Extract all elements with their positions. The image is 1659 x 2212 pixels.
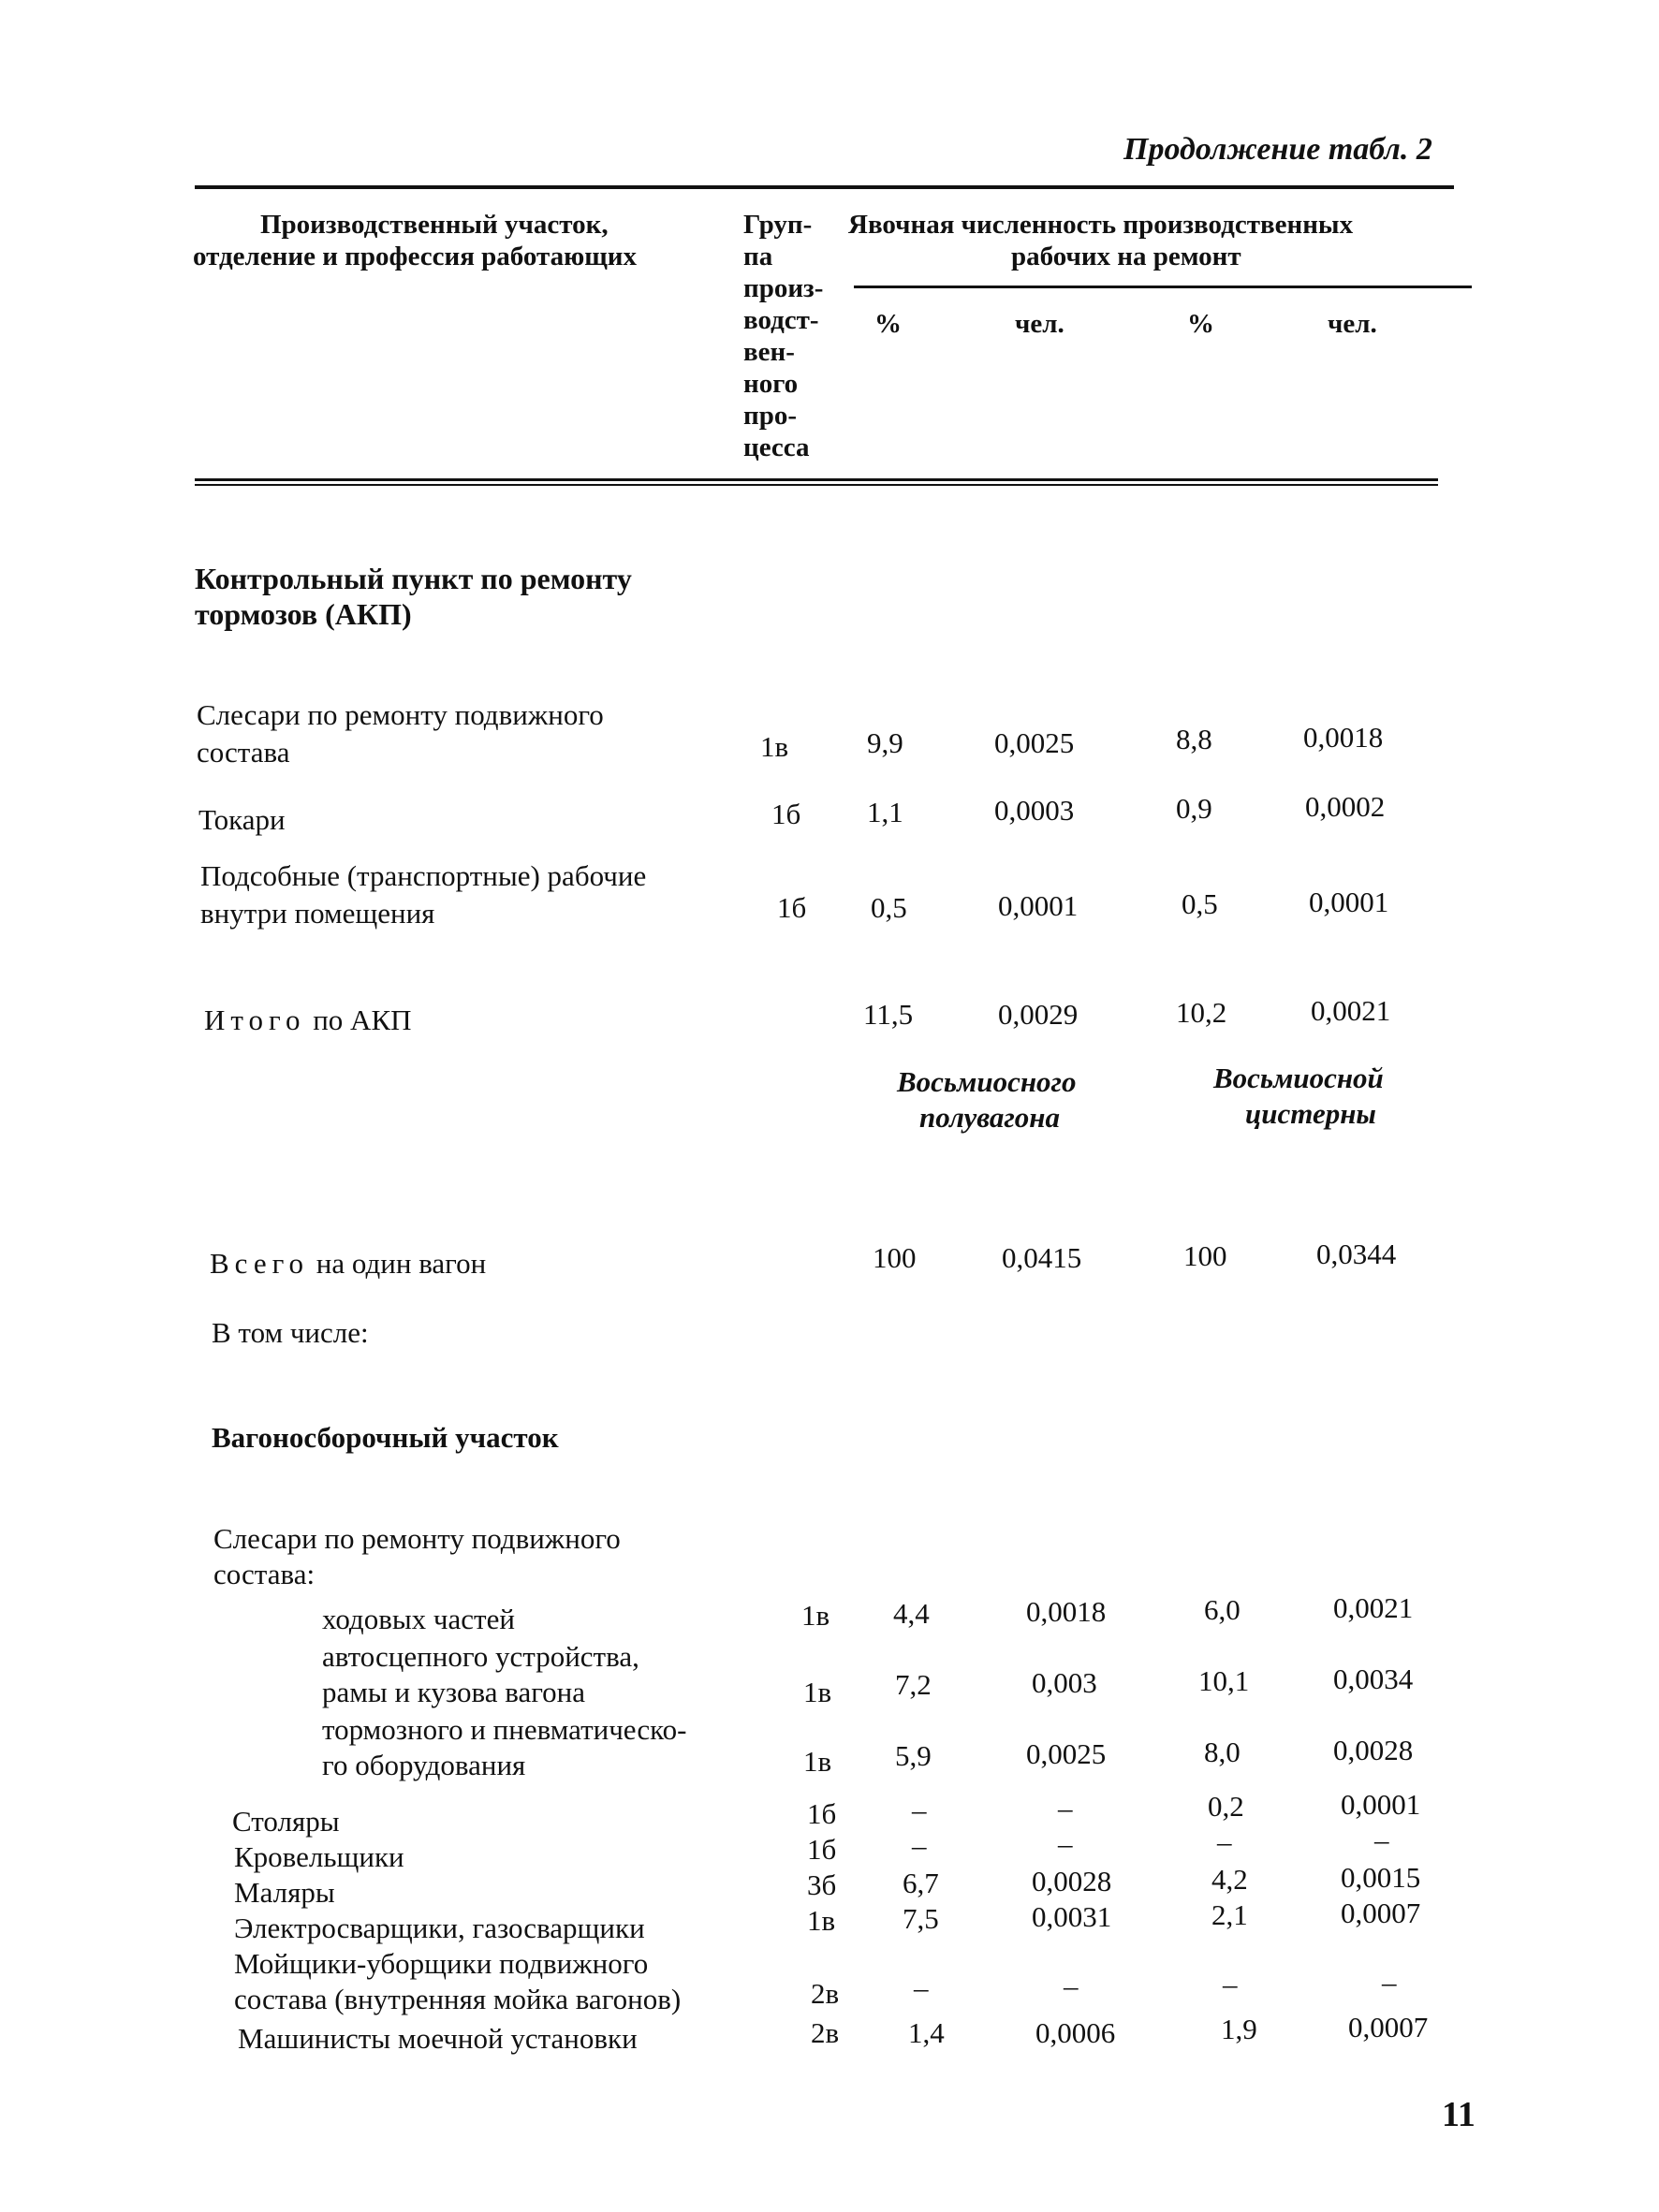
akp-row3-pct1: 0,5 — [871, 891, 907, 924]
assembly-row3-group: 3б — [807, 1868, 837, 1901]
akp-row1-pct1: 9,9 — [867, 726, 903, 759]
subheader-people-2: чел. — [1328, 309, 1377, 339]
header-col2-line6: ного — [743, 369, 799, 399]
header-bottom-rule — [195, 478, 1438, 481]
assembly-row2-pct2: – — [1217, 1825, 1232, 1858]
assembly-row4-group: 1в — [807, 1904, 836, 1937]
assembly-row4-people2: 0,0007 — [1341, 1897, 1421, 1929]
assembly-row1-pct1: – — [912, 1794, 927, 1826]
akp-row2-people1: 0,0003 — [994, 794, 1075, 827]
header-col3-line2: рабочих на ремонт — [1011, 242, 1241, 271]
akp-row3-name-line1: Подсобные (транспортные) рабочие — [200, 859, 647, 892]
assembly-sub3-people2: 0,0028 — [1333, 1734, 1414, 1766]
section-akp-title-line1: Контрольный пункт по ремонту — [195, 562, 632, 595]
assembly-washers-pct1: – — [914, 1971, 929, 2004]
assembly-sub1-name: ходовых частей — [322, 1603, 515, 1635]
subheader-people-1: чел. — [1015, 309, 1064, 339]
header-col3-line1: Явочная численность производственных — [848, 210, 1354, 240]
header-col2-line5: вен- — [743, 337, 795, 367]
assembly-sub2-people2: 0,0034 — [1333, 1663, 1414, 1695]
assembly-sub2-pct2: 10,1 — [1198, 1664, 1250, 1697]
akp-row2-pct1: 1,1 — [867, 796, 903, 828]
assembly-row3-people2: 0,0015 — [1341, 1861, 1421, 1894]
header-col2-line2: па — [743, 242, 773, 271]
subheader-pct-1: % — [874, 309, 902, 339]
header-col2-line1: Груп- — [743, 210, 813, 240]
assembly-row1-pct2: 0,2 — [1208, 1790, 1244, 1823]
assembly-row4-name: Электросварщики, газосварщики — [234, 1912, 645, 1944]
assembly-row3-name: Маляры — [234, 1876, 335, 1909]
table-top-rule — [195, 185, 1454, 189]
assembly-row4-people1: 0,0031 — [1032, 1900, 1112, 1933]
akp-row2-group: 1б — [771, 798, 801, 830]
grand-total-pct2: 100 — [1183, 1239, 1227, 1272]
header-col2-line3: произ- — [743, 273, 824, 303]
akp-total-pct2: 10,2 — [1176, 996, 1227, 1029]
assembly-row2-group: 1б — [807, 1833, 837, 1866]
assembly-washers-name-line2: состава (внутренняя мойка вагонов) — [234, 1983, 682, 2015]
assembly-operators-name: Машинисты моечной установки — [238, 2022, 638, 2055]
akp-row1-name-line1: Слесари по ремонту подвижного — [197, 698, 604, 731]
wagon-type-left-line1: Восьмиосного — [897, 1065, 1077, 1098]
assembly-row1-people1: – — [1058, 1792, 1073, 1824]
akp-total-people2: 0,0021 — [1311, 994, 1391, 1027]
assembly-sub3-pct2: 8,0 — [1204, 1736, 1241, 1768]
assembly-row1-name: Столяры — [232, 1805, 340, 1838]
assembly-row3-people1: 0,0028 — [1032, 1865, 1112, 1897]
assembly-intro-line1: Слесари по ремонту подвижного — [213, 1522, 621, 1555]
akp-row3-pct2: 0,5 — [1182, 887, 1218, 920]
assembly-sub1-group: 1в — [801, 1599, 830, 1632]
akp-row3-people1: 0,0001 — [998, 889, 1079, 922]
assembly-sub3-name-line2: го оборудования — [322, 1749, 526, 1781]
grand-total-label-rest: на один вагон — [316, 1247, 487, 1280]
subheader-pct-2: % — [1187, 309, 1214, 339]
grand-total-label-spaced: Всего — [210, 1247, 310, 1280]
assembly-row4-pct2: 2,1 — [1211, 1898, 1248, 1931]
assembly-sub3-name-line1: тормозного и пневматическо- — [322, 1713, 687, 1746]
assembly-operators-people2: 0,0007 — [1348, 2011, 1429, 2044]
assembly-sub3-pct1: 5,9 — [895, 1739, 932, 1772]
assembly-washers-pct2: – — [1223, 1968, 1238, 2000]
akp-row1-name-line2: состава — [197, 736, 290, 769]
akp-row3-name-line2: внутри помещения — [200, 897, 435, 930]
assembly-sub2-pct1: 7,2 — [895, 1668, 932, 1701]
akp-total-people1: 0,0029 — [998, 998, 1079, 1031]
akp-row2-people2: 0,0002 — [1305, 790, 1386, 823]
grand-total-people2: 0,0344 — [1316, 1238, 1397, 1270]
assembly-sub2-group: 1в — [803, 1676, 832, 1708]
assembly-intro-line2: состава: — [213, 1558, 316, 1590]
assembly-row2-name: Кровельщики — [234, 1840, 404, 1873]
assembly-washers-people1: – — [1064, 1970, 1079, 2002]
assembly-sub1-people1: 0,0018 — [1026, 1595, 1107, 1628]
assembly-sub1-pct2: 6,0 — [1204, 1593, 1241, 1626]
akp-total-label-rest: по АКП — [313, 1003, 412, 1036]
assembly-washers-name-line1: Мойщики-уборщики подвижного — [234, 1947, 649, 1980]
grand-total-people1: 0,0415 — [1002, 1241, 1082, 1274]
assembly-washers-people2: – — [1382, 1966, 1397, 1999]
header-col1-line2: отделение и профессия работающих — [193, 242, 637, 271]
assembly-sub1-people2: 0,0021 — [1333, 1591, 1414, 1624]
assembly-washers-group: 2в — [811, 1977, 840, 2010]
akp-row1-people1: 0,0025 — [994, 726, 1075, 759]
assembly-sub3-group: 1в — [803, 1745, 832, 1778]
subheader-rule — [854, 286, 1472, 288]
akp-row1-pct2: 8,8 — [1176, 723, 1212, 755]
assembly-row2-people1: – — [1058, 1827, 1073, 1860]
akp-row1-group: 1в — [760, 730, 789, 763]
section-assembly-title: Вагоносборочный участок — [212, 1421, 559, 1454]
page-number: 11 — [1442, 2095, 1475, 2134]
assembly-row2-people2: – — [1374, 1824, 1389, 1856]
grand-total-label — [210, 1247, 486, 1281]
header-col1-line1: Производственный участок, — [260, 210, 609, 240]
header-col2-line4: водст- — [743, 305, 819, 335]
akp-row3-people2: 0,0001 — [1309, 886, 1389, 918]
akp-total-label-spaced: Итого — [204, 1003, 306, 1036]
section-akp-title-line2: тормозов (АКП) — [195, 597, 412, 631]
akp-row2-pct2: 0,9 — [1176, 792, 1212, 825]
assembly-row1-people2: 0,0001 — [1341, 1788, 1421, 1821]
wagon-type-left-line2: полувагона — [919, 1101, 1061, 1134]
wagon-type-right-line1: Восьмиосной — [1213, 1062, 1384, 1094]
akp-row2-name: Токари — [198, 803, 286, 836]
akp-row1-people2: 0,0018 — [1303, 721, 1384, 754]
assembly-sub1-pct1: 4,4 — [893, 1597, 930, 1630]
assembly-operators-pct2: 1,9 — [1221, 2013, 1257, 2045]
assembly-operators-people1: 0,0006 — [1035, 2016, 1116, 2049]
assembly-sub2-people1: 0,003 — [1032, 1666, 1097, 1699]
grand-total-pct1: 100 — [873, 1241, 917, 1274]
assembly-sub3-people1: 0,0025 — [1026, 1737, 1107, 1770]
header-bottom-rule-2 — [195, 484, 1438, 486]
assembly-row4-pct1: 7,5 — [903, 1902, 939, 1935]
assembly-sub2-name-line2: рамы и кузова вагона — [322, 1676, 585, 1708]
akp-total-label — [204, 1003, 412, 1037]
assembly-sub2-name-line1: автосцепного устройства, — [322, 1640, 639, 1673]
including-label: В том числе: — [212, 1316, 369, 1349]
wagon-type-right-line2: цистерны — [1245, 1097, 1376, 1130]
assembly-row1-group: 1б — [807, 1797, 837, 1830]
assembly-row2-pct1: – — [912, 1829, 927, 1862]
akp-total-pct1: 11,5 — [863, 998, 914, 1031]
continuation-label: Продолжение табл. 2 — [1123, 132, 1432, 167]
assembly-row3-pct1: 6,7 — [903, 1867, 939, 1899]
assembly-row3-pct2: 4,2 — [1211, 1863, 1248, 1896]
header-col2-line8: цесса — [743, 432, 810, 462]
assembly-operators-group: 2в — [811, 2016, 840, 2049]
header-col2-line7: про- — [743, 401, 797, 431]
assembly-operators-pct1: 1,4 — [908, 2016, 945, 2049]
akp-row3-group: 1б — [777, 891, 807, 924]
